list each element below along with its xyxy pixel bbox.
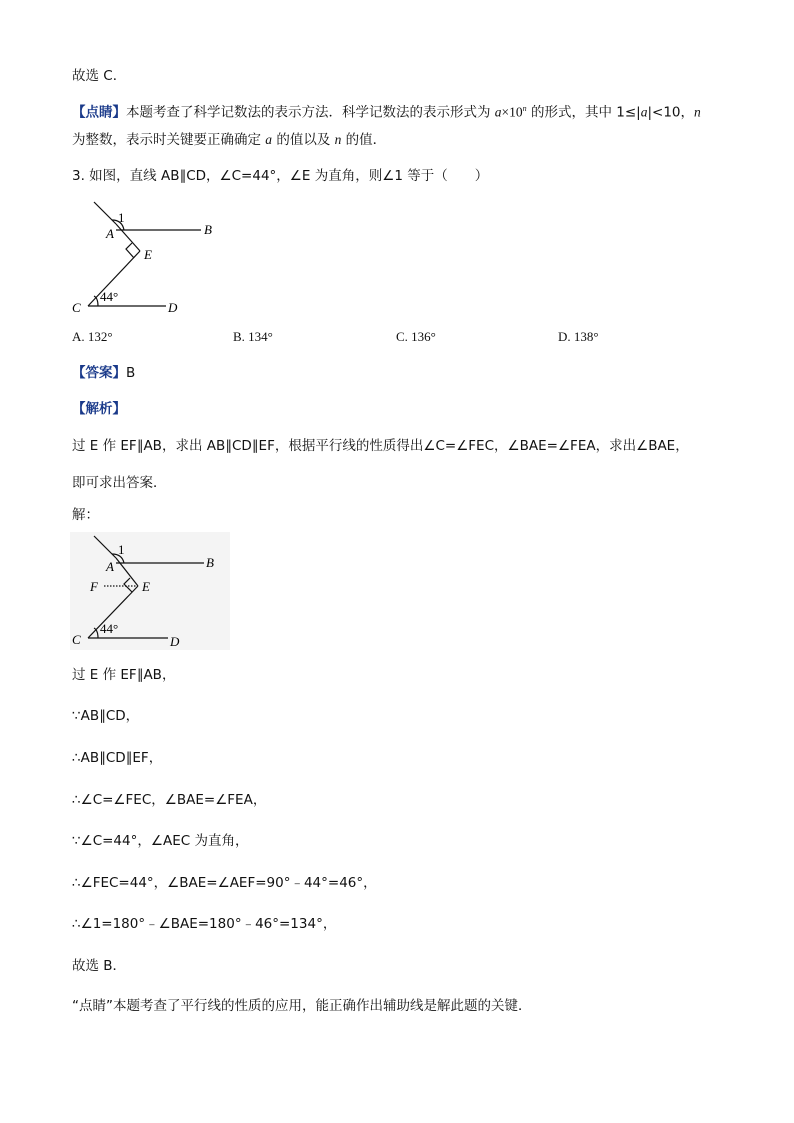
fig2-label-d: D	[170, 634, 180, 649]
solution-step-7: ∴∠1=180°﹣∠BAE=180°﹣46°=134°，	[72, 916, 337, 932]
jiexi-tag: 【解析】	[72, 401, 126, 417]
options-row	[72, 327, 722, 347]
jiexi-line	[72, 399, 126, 419]
line-choose-c: 故选 C．	[72, 68, 127, 84]
option-d: D. 138°	[558, 329, 599, 344]
solution-step-8: 故选 B．	[72, 958, 127, 974]
fig1-label-e: E	[144, 247, 152, 262]
fig1-label-c: C	[72, 300, 81, 315]
solution-step-4: ∴∠C=∠FEC，∠BAE=∠FEA，	[72, 792, 267, 808]
answer-line	[72, 363, 135, 383]
solution-step-1: 过 E 作 EF∥AB，	[72, 667, 176, 683]
solution-step-2: ∵AB∥CD，	[72, 708, 140, 724]
fig1-label-d: D	[168, 300, 178, 315]
fig2-label-e: E	[142, 579, 150, 594]
option-c: C. 136°	[396, 329, 436, 344]
fig1-angle-c-arc	[94, 296, 98, 306]
dianjing-summary: “点睛”本题考查了平行线的性质的应用，能正确作出辅助线是解此题的关键．	[72, 998, 532, 1014]
figure-2	[70, 532, 230, 650]
fig2-label-a: A	[106, 559, 114, 574]
figure-1	[66, 196, 226, 320]
fig2-label-1: 1	[118, 542, 125, 557]
fig1-right-angle-mark	[126, 243, 134, 258]
answer-tag: 【答案】	[72, 365, 126, 381]
dianjing-tag: 【点睛】	[72, 104, 126, 121]
solution-step-5: ∵∠C=44°，∠AEC 为直角，	[72, 833, 249, 849]
fig1-label-44: 44°	[100, 289, 119, 304]
option-a: A. 132°	[72, 329, 113, 344]
solution-step-6: ∴∠FEC=44°，∠BAE=∠AEF=90°﹣44°=46°，	[72, 875, 377, 891]
fig2-label-c: C	[72, 632, 81, 647]
dianjing-line-2: 为整数，表示时关键要正确确定 a 的值以及 n 的值．	[72, 132, 387, 148]
fig1-label-a: A	[106, 226, 114, 241]
answer-value: B	[126, 365, 136, 381]
fig2-label-44: 44°	[100, 621, 119, 636]
fig2-label-f: F	[90, 579, 98, 594]
option-b: B. 134°	[233, 329, 273, 344]
solution-step-3: ∴AB∥CD∥EF，	[72, 750, 163, 766]
question-3: 3. 如图，直线 AB∥CD，∠C=44°，∠E 为直角，则∠1 等于（ ）	[72, 168, 489, 184]
fig1-label-1: 1	[118, 210, 125, 225]
solution-label: 解：	[72, 507, 99, 523]
dianjing-line-1: 【点睛】本题考查了科学记数法的表示方法．科学记数法的表示形式为 $a\times 10^n$ 的形式，其中 1≤|a|<10，n	[72, 104, 701, 121]
analysis-line-2: 即可求出答案．	[72, 475, 167, 491]
fig2-label-b: B	[206, 555, 214, 570]
fig1-label-b: B	[204, 222, 212, 237]
fig1-line-through-a	[94, 202, 116, 224]
analysis-line-1: 过 E 作 EF∥AB，求出 AB∥CD∥EF，根据平行线的性质得出∠C=∠FEC，∠BAE=∠FEA，求出∠BAE，	[72, 438, 689, 454]
